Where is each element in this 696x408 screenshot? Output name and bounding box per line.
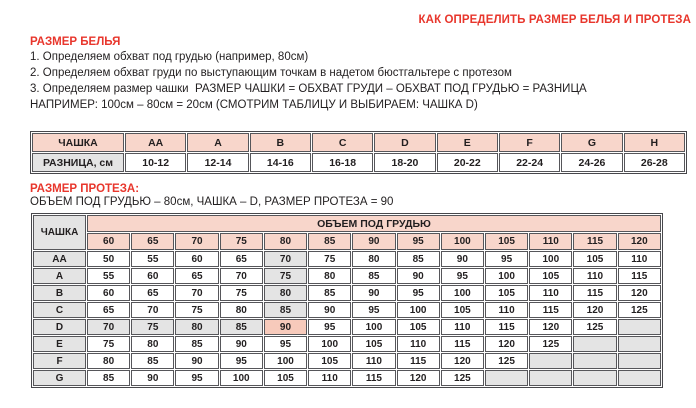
prosthesis-example-line: ОБЪЕМ ПОД ГРУДЬЮ – 80см, ЧАШКА – D, РАЗМЕР ПРОТЕЗА = 90: [30, 196, 394, 208]
prosthesis-size-value: 60: [175, 251, 218, 267]
prosthesis-size-value: [573, 370, 616, 386]
size-row-F: [33, 353, 661, 369]
underbust-column-header-65: 65: [131, 233, 174, 250]
instruction-step-2: 2. Определяем обхват груди по выступающим точкам в надетом бюстгальтере с протезом: [30, 67, 512, 79]
underbust-column-header-85: 85: [308, 233, 351, 250]
prosthesis-size-value: 70: [264, 251, 307, 267]
cup-header-B: B: [250, 133, 311, 152]
prosthesis-size-value: [573, 336, 616, 352]
cup-header-D: D: [374, 133, 435, 152]
prosthesis-size-value: [573, 353, 616, 369]
prosthesis-size-value: [618, 370, 661, 386]
prosthesis-size-value: 105: [573, 251, 616, 267]
underbust-column-header-70: 70: [175, 233, 218, 250]
prosthesis-size-value: 100: [264, 353, 307, 369]
prosthesis-size-value: 55: [87, 268, 130, 284]
prosthesis-size-heading: РАЗМЕР ПРОТЕЗА:: [30, 183, 140, 195]
prosthesis-size-value: 70: [220, 268, 263, 284]
prosthesis-size-value: 80: [175, 319, 218, 335]
instruction-step-1: 1. Определяем обхват под грудью (например, 80см): [30, 51, 309, 63]
underbust-column-header-60: 60: [87, 233, 130, 250]
size-row-G: [33, 370, 661, 386]
cup-header-H: H: [624, 133, 685, 152]
prosthesis-size-value: 115: [573, 285, 616, 301]
difference-row-label: РАЗНИЦА, см: [32, 153, 124, 172]
prosthesis-size-value: 100: [441, 285, 484, 301]
difference-value: 12-14: [187, 153, 248, 172]
underbust-column-header-95: 95: [397, 233, 440, 250]
prosthesis-size-value: 80: [87, 353, 130, 369]
prosthesis-size-value: 125: [618, 302, 661, 318]
size-table-corner-label: ЧАШКА: [33, 215, 86, 250]
cup-header-A: A: [187, 133, 248, 152]
difference-value: 10-12: [125, 153, 186, 172]
prosthesis-size-value: 85: [352, 268, 395, 284]
cup-header-AA: AA: [125, 133, 186, 152]
prosthesis-size-value: 95: [441, 268, 484, 284]
cup-size-table: [30, 131, 687, 174]
prosthesis-size-value: 95: [485, 251, 528, 267]
prosthesis-size-value: 75: [220, 285, 263, 301]
cup-row-label-A: A: [33, 268, 86, 284]
prosthesis-size-value: 110: [573, 268, 616, 284]
prosthesis-size-value: 115: [618, 268, 661, 284]
prosthesis-size-value: 85: [308, 285, 351, 301]
prosthesis-size-value: [529, 353, 572, 369]
cup-row-label-C: C: [33, 302, 86, 318]
prosthesis-size-value: 65: [175, 268, 218, 284]
cup-row-label-G: G: [33, 370, 86, 386]
prosthesis-size-value: 110: [529, 285, 572, 301]
size-row-B: [33, 285, 661, 301]
prosthesis-size-value: 90: [175, 353, 218, 369]
prosthesis-size-value: 125: [529, 336, 572, 352]
prosthesis-size-value: 100: [352, 319, 395, 335]
underbust-column-header-110: 110: [529, 233, 572, 250]
difference-value: 22-24: [499, 153, 560, 172]
document-title: КАК ОПРЕДЕЛИТЬ РАЗМЕР БЕЛЬЯ И ПРОТЕЗА: [418, 14, 691, 26]
prosthesis-size-value: 110: [485, 302, 528, 318]
size-row-A: [33, 268, 661, 284]
prosthesis-size-value: 85: [264, 302, 307, 318]
linen-size-heading: РАЗМЕР БЕЛЬЯ: [30, 36, 121, 48]
prosthesis-size-value: 115: [441, 336, 484, 352]
prosthesis-size-value: 70: [87, 319, 130, 335]
prosthesis-size-value: 85: [131, 353, 174, 369]
prosthesis-size-value: 50: [87, 251, 130, 267]
prosthesis-size-value: 85: [220, 319, 263, 335]
prosthesis-size-value: 105: [308, 353, 351, 369]
underbust-column-header-115: 115: [573, 233, 616, 250]
underbust-span-header: ОБЪЕМ ПОД ГРУДЬЮ: [87, 215, 661, 232]
prosthesis-size-value: [618, 319, 661, 335]
prosthesis-size-value: 95: [308, 319, 351, 335]
underbust-column-header-75: 75: [220, 233, 263, 250]
prosthesis-size-value: 75: [264, 268, 307, 284]
prosthesis-size-value: [485, 370, 528, 386]
prosthesis-size-value: 90: [397, 268, 440, 284]
prosthesis-size-value: 100: [529, 251, 572, 267]
cup-row-label-B: B: [33, 285, 86, 301]
cup-row-label-D: D: [33, 319, 86, 335]
prosthesis-size-value: 105: [485, 285, 528, 301]
prosthesis-size-value: [529, 370, 572, 386]
prosthesis-size-value: 100: [485, 268, 528, 284]
underbust-column-header-105: 105: [485, 233, 528, 250]
size-row-C: [33, 302, 661, 318]
prosthesis-size-value: 90: [308, 302, 351, 318]
prosthesis-size-value: 95: [175, 370, 218, 386]
prosthesis-size-value: 110: [308, 370, 351, 386]
prosthesis-size-value: 80: [308, 268, 351, 284]
prosthesis-size-value: 105: [397, 319, 440, 335]
prosthesis-size-value: 105: [529, 268, 572, 284]
cup-header-G: G: [561, 133, 622, 152]
prosthesis-size-value: 120: [573, 302, 616, 318]
prosthesis-size-value: 60: [87, 285, 130, 301]
prosthesis-size-value: 85: [87, 370, 130, 386]
prosthesis-size-value: 95: [264, 336, 307, 352]
prosthesis-size-value: 105: [352, 336, 395, 352]
prosthesis-size-value: 80: [131, 336, 174, 352]
prosthesis-size-value: 110: [618, 251, 661, 267]
measurement-instructions: [30, 49, 587, 113]
cup-header-C: C: [312, 133, 373, 152]
prosthesis-size-value: 90: [441, 251, 484, 267]
difference-value: 20-22: [437, 153, 498, 172]
prosthesis-size-value: 85: [175, 336, 218, 352]
prosthesis-size-value: 125: [485, 353, 528, 369]
prosthesis-size-value: 125: [573, 319, 616, 335]
prosthesis-size-value: 110: [441, 319, 484, 335]
prosthesis-size-value: 75: [131, 319, 174, 335]
size-row-D: [33, 319, 661, 335]
prosthesis-size-value: 95: [352, 302, 395, 318]
example-result-cell: 90: [264, 319, 307, 335]
prosthesis-size-value: 115: [352, 370, 395, 386]
underbust-column-header-100: 100: [441, 233, 484, 250]
prosthesis-size-value: 120: [618, 285, 661, 301]
prosthesis-size-table: [31, 213, 663, 388]
prosthesis-size-value: 80: [352, 251, 395, 267]
prosthesis-size-value: 115: [529, 302, 572, 318]
prosthesis-size-value: 55: [131, 251, 174, 267]
prosthesis-size-value: 85: [397, 251, 440, 267]
prosthesis-size-value: 120: [485, 336, 528, 352]
prosthesis-size-value: 120: [529, 319, 572, 335]
prosthesis-size-value: 110: [352, 353, 395, 369]
instruction-example: НАПРИМЕР: 100см – 80см = 20см (СМОТРИМ ТАБЛИЦУ И ВЫБИРАЕМ: ЧАШКА D): [30, 99, 478, 111]
size-row-E: [33, 336, 661, 352]
prosthesis-size-value: 90: [352, 285, 395, 301]
prosthesis-size-value: 95: [220, 353, 263, 369]
cup-row-label-E: E: [33, 336, 86, 352]
difference-value: 26-28: [624, 153, 685, 172]
cup-header-E: E: [437, 133, 498, 152]
prosthesis-size-value: 100: [220, 370, 263, 386]
size-row-AA: [33, 251, 661, 267]
prosthesis-size-value: 105: [441, 302, 484, 318]
instruction-step-3: 3. Определяем размер чашки РАЗМЕР ЧАШКИ = ОБХВАТ ГРУДИ – ОБХВАТ ПОД ГРУДЬЮ = РАЗНИЦА: [30, 83, 587, 95]
underbust-column-header-80: 80: [264, 233, 307, 250]
prosthesis-size-value: 65: [131, 285, 174, 301]
prosthesis-size-value: [618, 336, 661, 352]
underbust-column-header-120: 120: [618, 233, 661, 250]
prosthesis-size-value: 60: [131, 268, 174, 284]
prosthesis-size-value: 65: [87, 302, 130, 318]
cup-table-corner-label: ЧАШКА: [32, 133, 124, 152]
prosthesis-size-value: 80: [264, 285, 307, 301]
prosthesis-size-value: 75: [175, 302, 218, 318]
difference-value: 24-26: [561, 153, 622, 172]
prosthesis-size-value: 120: [441, 353, 484, 369]
underbust-column-header-90: 90: [352, 233, 395, 250]
prosthesis-size-value: 100: [308, 336, 351, 352]
prosthesis-size-value: 70: [131, 302, 174, 318]
difference-value: 18-20: [374, 153, 435, 172]
prosthesis-size-value: 75: [308, 251, 351, 267]
prosthesis-size-value: 115: [397, 353, 440, 369]
difference-value: 14-16: [250, 153, 311, 172]
prosthesis-size-value: 90: [131, 370, 174, 386]
prosthesis-size-value: 90: [220, 336, 263, 352]
cup-row-label-AA: AA: [33, 251, 86, 267]
prosthesis-size-value: 110: [397, 336, 440, 352]
cup-row-label-F: F: [33, 353, 86, 369]
prosthesis-size-value: 120: [397, 370, 440, 386]
prosthesis-size-value: 115: [485, 319, 528, 335]
cup-header-F: F: [499, 133, 560, 152]
prosthesis-size-value: [618, 353, 661, 369]
prosthesis-size-value: 105: [264, 370, 307, 386]
prosthesis-size-value: 95: [397, 285, 440, 301]
prosthesis-size-value: 100: [397, 302, 440, 318]
prosthesis-size-value: 80: [220, 302, 263, 318]
prosthesis-size-value: 70: [175, 285, 218, 301]
prosthesis-size-value: 125: [441, 370, 484, 386]
difference-value: 16-18: [312, 153, 373, 172]
prosthesis-size-value: 65: [220, 251, 263, 267]
prosthesis-size-value: 75: [87, 336, 130, 352]
